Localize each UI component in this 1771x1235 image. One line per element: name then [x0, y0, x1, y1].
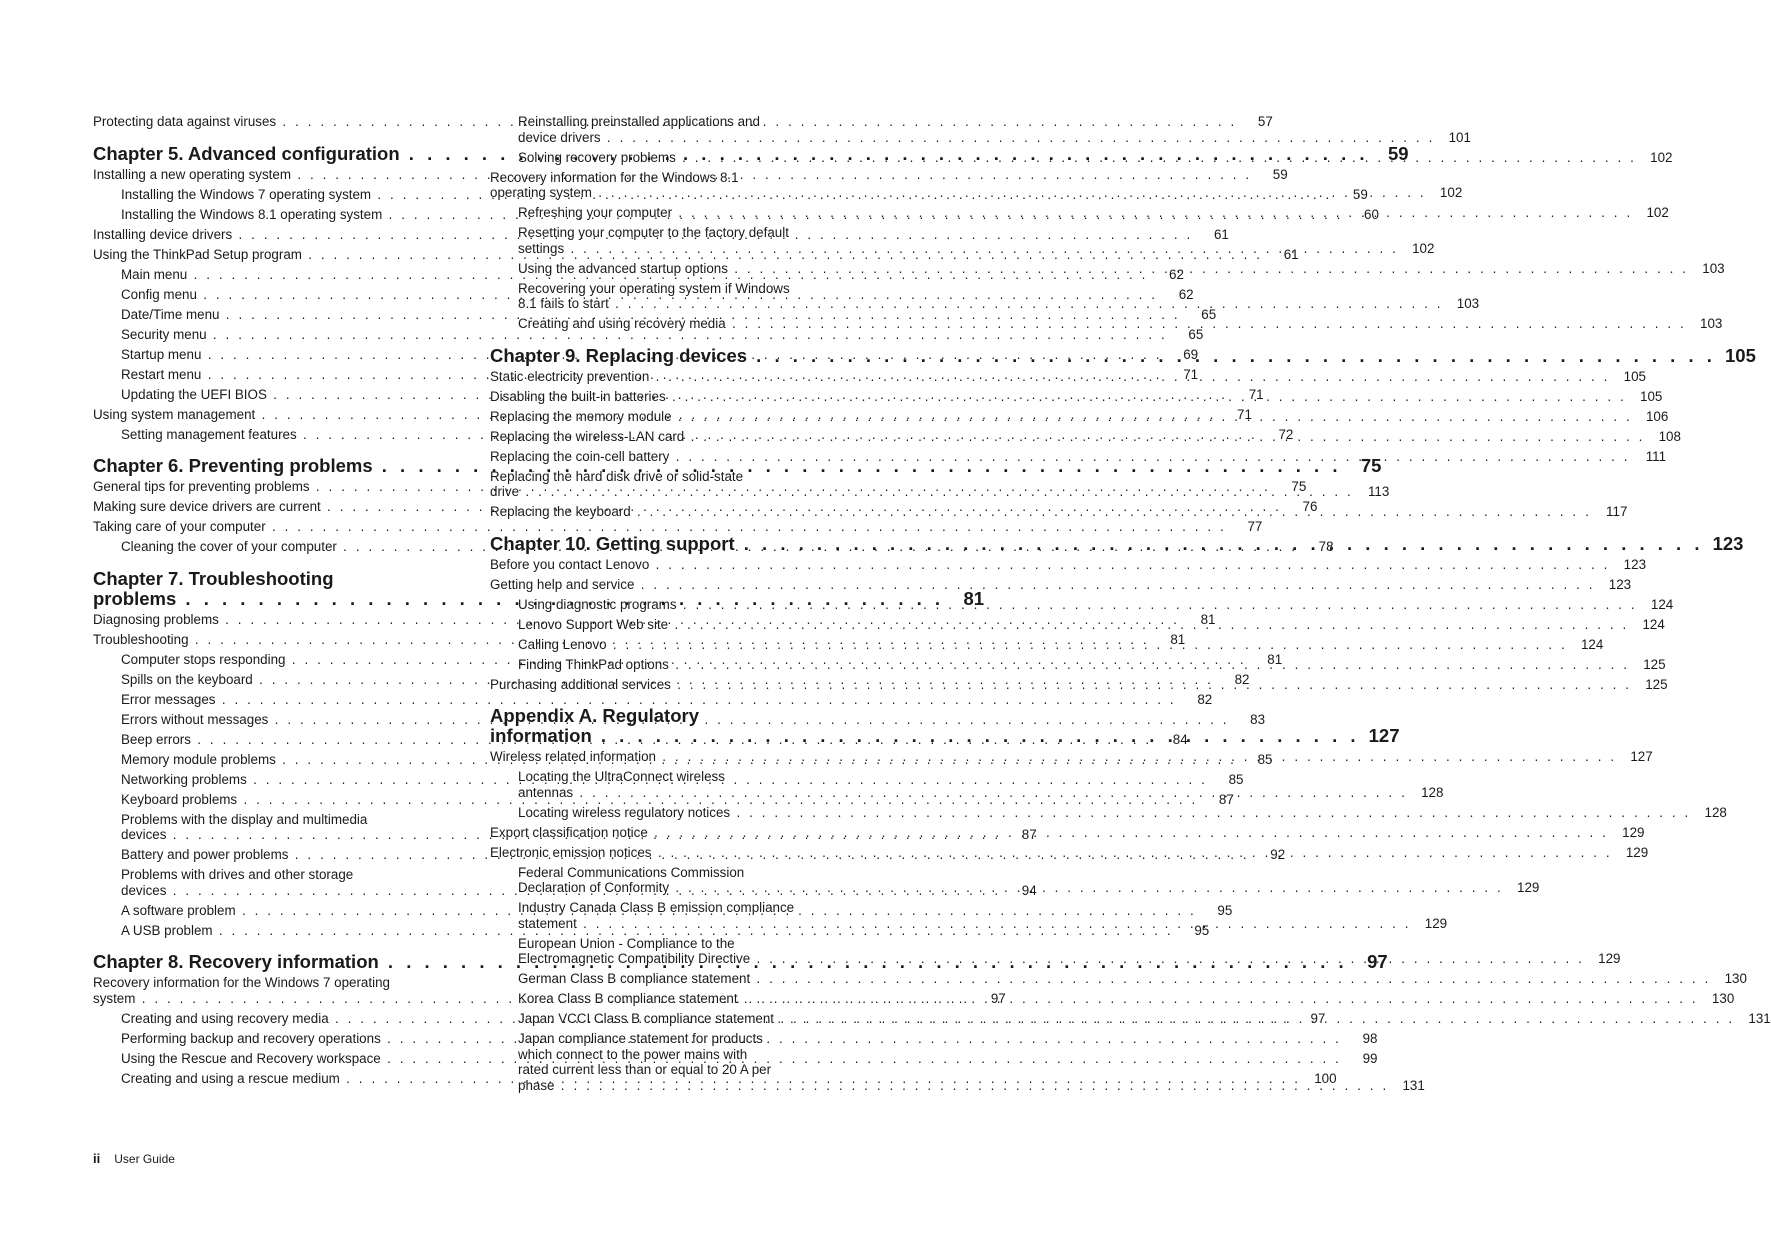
toc-entry-line: phase . . .: [518, 1078, 1389, 1094]
toc-page-number: 102: [1412, 240, 1435, 256]
toc-entry-line: settings . . .: [518, 241, 1398, 257]
toc-page-number: 106: [1645, 408, 1669, 424]
toc-entry-line: European Union - Compliance to the: [518, 935, 735, 951]
toc-entry-line: system . . .: [93, 991, 970, 1007]
chapter-title-line: Appendix A. Regulatory: [490, 705, 700, 726]
toc-entry-title: A software problem . . .: [121, 903, 1196, 919]
toc-page-number: 75: [1291, 479, 1307, 494]
chapter-title: Chapter 10. Getting support . . .: [490, 534, 1703, 554]
toc-entry-title: Making sure device drivers are current . . .: [93, 499, 1281, 515]
toc-entry-line: Problems with the display and multimedia: [121, 811, 368, 827]
toc-entry-title: Using the advanced startup options . . .: [518, 261, 1689, 277]
toc-page-number: 100: [1314, 1070, 1337, 1086]
chapter-page-number: 97: [1367, 951, 1388, 972]
toc-entry-line: Declaration of Conformity . . .: [518, 880, 1503, 896]
toc-entry-title: Creating and using recovery media . . .: [518, 316, 1686, 332]
toc-entry-title: Battery and power problems . . .: [121, 847, 1249, 863]
toc-entry-title: Restart menu . . .: [121, 367, 1162, 383]
toc-page-number: 59: [1352, 186, 1368, 202]
toc-entry-line: Problems with drives and other storage: [121, 867, 354, 882]
toc-entry-title: Replacing the wireless-LAN card . . .: [490, 429, 1645, 445]
toc-page-number: 95: [1217, 902, 1233, 918]
toc-page-number: 129: [1625, 844, 1649, 860]
toc-entry-title: Korea Class B compliance statement . . .: [518, 991, 1698, 1007]
toc-page-number: 111: [1645, 448, 1667, 464]
toc-page-number: 130: [1724, 971, 1747, 986]
toc-entry-title: Date/Time menu . . .: [121, 307, 1180, 323]
chapter-title-line: Chapter 7. Troubleshooting: [93, 567, 334, 589]
toc-entry-title: [518, 769, 1407, 800]
toc-page-number: 125: [1645, 676, 1668, 692]
toc-page-number: 128: [1421, 784, 1444, 800]
toc-entry-title: Replacing the keyboard . . .: [490, 504, 1591, 520]
toc-page-number: 61: [1213, 226, 1229, 242]
toc-page-number: 103: [1456, 296, 1480, 311]
toc-entry[interactable]: [93, 326, 1204, 343]
toc-page-number: 128: [1704, 804, 1727, 820]
toc-entry[interactable]: [93, 691, 1213, 708]
toc-page-number: 71: [1237, 406, 1252, 422]
toc-entry-line: Electromagnetic Compatibility Directive . . .: [518, 951, 1584, 967]
toc-entry-title: Security menu . . .: [121, 327, 1167, 343]
toc-entry-title: Using the Rescue and Recovery workspace . . .: [121, 1051, 1341, 1067]
toc-entry[interactable]: [490, 316, 1723, 332]
toc-entry-title: Memory module problems . . .: [121, 752, 1237, 768]
toc-entry-title: Getting help and service . . .: [490, 577, 1595, 593]
chapter-page-number: 75: [1360, 455, 1382, 476]
toc-page-number: 125: [1643, 656, 1666, 672]
chapter-title: Chapter 8. Recovery information . . .: [93, 952, 1348, 972]
toc-entry-title: [518, 114, 1435, 145]
toc-page-number: 92: [1270, 847, 1286, 862]
toc-entry-line: Resetting your computer to the factory default: [518, 225, 789, 240]
toc-entry-line: Recovering your operating system if Windows: [518, 280, 790, 296]
toc-entry-line: Recovery information for the Windows 7 operating: [93, 975, 390, 990]
toc-entry-title: [518, 900, 1411, 931]
toc-entry-title: Installing device drivers . . .: [93, 227, 1193, 243]
toc-page-number: 78: [1318, 539, 1334, 554]
toc-entry-title: Static electricity prevention . . .: [490, 369, 1610, 385]
toc-page-number: 57: [1257, 114, 1273, 129]
toc-entry-line: Industry Canada Class B emission compliance: [518, 900, 795, 915]
toc-page-number: 101: [1448, 129, 1471, 145]
toc-entry-title: Computer stops responding . . .: [121, 652, 1246, 668]
toc-entry-title: Error messages . . .: [121, 692, 1176, 708]
toc-entry-title: Creating and using a rescue medium . . .: [121, 1071, 1301, 1087]
toc-entry-line: antennas . . .: [518, 785, 1407, 801]
toc-page-number: 99: [1362, 1050, 1378, 1066]
toc-entry-title: Solving recovery problems . . .: [518, 150, 1636, 166]
toc-entry-title: Replacing the coin-cell battery . . .: [490, 449, 1630, 465]
toc-page-number: 102: [1650, 149, 1673, 165]
toc-entry[interactable]: [93, 186, 1368, 203]
toc-page-number: 123: [1623, 556, 1647, 572]
toc-entry-title: Wireless related information . . .: [490, 749, 1617, 765]
toc-page-number: 81: [1200, 611, 1216, 627]
chapter-page-number: 105: [1725, 344, 1756, 366]
toc-page-number: 82: [1197, 691, 1213, 707]
toc-page-number: 76: [1302, 499, 1318, 514]
chapter-title-line: problems . . .: [93, 589, 944, 609]
toc-entry-title: Replacing the memory module . . .: [490, 409, 1632, 425]
toc-page-number: 81: [1170, 631, 1186, 647]
toc-entry-line: Federal Communications Commission: [518, 864, 745, 880]
toc-entry-title: Lenovo Support Web site . . .: [518, 617, 1629, 633]
toc-page-number: 124: [1580, 636, 1604, 652]
chapter-title: Chapter 5. Advanced configuration . . .: [93, 144, 1369, 164]
toc-page-number: 61: [1283, 246, 1299, 262]
chapter-page-number: 59: [1387, 142, 1409, 164]
toc-page-number: 131: [1748, 1011, 1771, 1026]
toc-page-number: 129: [1517, 880, 1540, 895]
toc-entry-line: 8.1 fails to start . . .: [518, 296, 1443, 312]
toc-entry[interactable]: [490, 448, 1667, 465]
toc-entry-title: Refreshing your computer . . .: [518, 205, 1633, 221]
footer-title: User Guide: [114, 1152, 175, 1166]
toc-entry[interactable]: [93, 519, 1263, 535]
toc-entry-title: [490, 469, 1353, 500]
toc-entry-title: Performing backup and recovery operations . . .: [121, 1031, 1341, 1047]
chapter-title: [490, 706, 1360, 746]
toc-entry-title: Before you contact Lenovo . . .: [490, 557, 1610, 573]
toc-entry-title: Main menu . . .: [121, 267, 1148, 283]
toc-entry-title: [518, 225, 1398, 256]
toc-page-number: 71: [1183, 366, 1199, 382]
toc-entry-title: Installing the Windows 8.1 operating system . . .: [121, 207, 1343, 223]
toc-entry-line: Recovery information for the Windows 8.1: [490, 169, 739, 185]
footer-page-number: ii: [93, 1151, 101, 1166]
toc-entry-title: [518, 865, 1503, 896]
chapter-title: Chapter 9. Replacing devices . . .: [490, 346, 1716, 366]
toc-page-number: 82: [1234, 671, 1250, 687]
toc-entry-title: German Class B compliance statement . . .: [518, 971, 1711, 987]
toc-page-number: 130: [1711, 991, 1735, 1006]
page-footer: [93, 1151, 175, 1166]
toc-entry[interactable]: [490, 556, 1647, 573]
toc-page-number: 103: [1700, 316, 1723, 331]
toc-page-number: 113: [1367, 484, 1390, 499]
toc-entry[interactable]: [490, 971, 1747, 987]
toc-page-number: 65: [1201, 306, 1217, 322]
toc-entry-title: A USB problem . . .: [121, 923, 1173, 939]
toc-entry-title: Japan VCCI Class B compliance statement . . .: [518, 1011, 1735, 1027]
toc-entry-title: Errors without messages . . .: [121, 712, 1229, 728]
toc-entry-title: Diagnosing problems . . .: [93, 612, 1180, 628]
toc-entry-title: General tips for preventing problems . . .: [93, 479, 1270, 495]
toc-page-number: 102: [1439, 185, 1463, 200]
toc-entry[interactable]: [93, 306, 1217, 323]
toc-entry-line: Replacing the hard disk drive or solid-state: [490, 468, 744, 484]
toc-page-number: 62: [1169, 266, 1184, 282]
toc-entry-title: Electronic emission notices . . .: [490, 845, 1612, 861]
toc-page-number: 81: [1267, 651, 1283, 667]
toc-entry-line: rated current less than or equal to 20 A per: [518, 1062, 772, 1077]
toc-page-number: 124: [1642, 616, 1665, 632]
toc-page-number: 85: [1257, 751, 1273, 767]
toc-page-number: 131: [1402, 1077, 1425, 1093]
toc-page-number: 83: [1250, 711, 1266, 727]
toc-entry-title: Updating the UEFI BIOS . . .: [121, 387, 1228, 403]
toc-page-number: 98: [1362, 1030, 1378, 1046]
toc-entry-title: Purchasing additional services . . .: [490, 677, 1632, 693]
toc-entry-title: Setting management features . . .: [121, 427, 1257, 443]
toc-entry-title: Troubleshooting . . .: [93, 632, 1149, 648]
toc-entry-line: devices . . .: [121, 827, 1001, 843]
toc-entry-title: [490, 170, 1426, 201]
toc-page-number: 123: [1608, 576, 1632, 592]
toc-page-number: 129: [1598, 951, 1621, 966]
toc-entry-line: devices . . .: [121, 883, 1001, 899]
toc-entry-title: Taking care of your computer . . .: [93, 519, 1226, 535]
toc-page-number: 94: [1021, 882, 1037, 898]
toc-page-number: 65: [1188, 326, 1204, 342]
toc-entry-title: Export classification notice . . .: [490, 825, 1609, 841]
chapter-page-number: 123: [1712, 532, 1744, 554]
toc-entry-line: drive . . .: [490, 484, 1353, 500]
toc-entry-title: [518, 936, 1584, 967]
toc-entry-title: Installing a new operating system . . .: [93, 167, 1252, 183]
toc-page-number: 77: [1247, 519, 1263, 534]
toc-page-number: 105: [1623, 368, 1646, 384]
toc-entry-title: Locating wireless regulatory notices . . .: [518, 805, 1691, 821]
toc-page-number: 103: [1702, 260, 1725, 276]
toc-page-number: 117: [1606, 504, 1628, 519]
toc-page-number: 108: [1658, 428, 1681, 444]
toc-page-number: 129: [1424, 915, 1448, 931]
toc-page-number: 69: [1183, 346, 1199, 362]
toc-entry-line: operating system . . .: [490, 185, 1426, 201]
toc-page-number: 129: [1622, 824, 1645, 840]
toc-page-number: 60: [1364, 206, 1379, 222]
toc-page-number: 102: [1646, 205, 1669, 220]
toc-page-number: 59: [1272, 166, 1288, 182]
toc-entry-title: [518, 281, 1443, 312]
toc-page-number: 62: [1178, 286, 1194, 302]
toc-entry-title: Using system management . . .: [93, 407, 1216, 423]
toc-entry-line: which connect to the power mains with: [518, 1046, 748, 1062]
toc-entry[interactable]: [490, 576, 1632, 593]
toc-page-number: 105: [1640, 388, 1663, 404]
toc-entry-title: Spills on the keyboard . . .: [121, 672, 1213, 688]
toc-page-number: 127: [1630, 749, 1653, 764]
toc-entry-title: Cleaning the cover of your computer . . .: [121, 539, 1298, 555]
toc-entry-title: Protecting data against viruses . . .: [93, 114, 1237, 130]
toc-page-number: 85: [1228, 771, 1244, 787]
toc-entry-line: statement . . .: [518, 916, 1411, 932]
toc-entry[interactable]: [490, 804, 1727, 821]
toc-entry-line: Japan compliance statement for products: [518, 1031, 763, 1046]
toc-entry-title: Creating and using recovery media . . .: [121, 1011, 1289, 1027]
toc-entry-line: Locating the UltraConnect wireless: [518, 769, 725, 784]
toc-entry-title: Startup menu . . .: [121, 347, 1162, 363]
toc-page-number: 97: [1310, 1010, 1326, 1026]
toc-entry-line: device drivers . . .: [518, 130, 1435, 146]
toc-entry-line: Reinstalling preinstalled applications and: [518, 114, 760, 129]
toc-page-number: 87: [1021, 827, 1037, 842]
toc-page-number: 124: [1650, 596, 1674, 612]
toc-page-number: 71: [1248, 386, 1264, 402]
toc-entry-title: Beep errors . . .: [121, 732, 1152, 748]
toc-page-number: 97: [990, 990, 1006, 1006]
toc-page-number: 84: [1172, 731, 1188, 747]
chapter-title-line: information . . .: [490, 726, 1360, 746]
toc-entry-title: Using diagnostic programs . . .: [518, 597, 1637, 613]
toc-page-number: 87: [1218, 791, 1234, 807]
toc-entry-title: [518, 1031, 1389, 1093]
toc-entry-title: Installing the Windows 7 operating system . . .: [121, 187, 1332, 203]
chapter-title: Chapter 6. Preventing problems . . .: [93, 456, 1341, 476]
toc-entry-title: Calling Lenovo . . .: [518, 637, 1567, 653]
toc-page-number: 72: [1278, 426, 1294, 442]
toc-entry-title: Networking problems . . .: [121, 772, 1207, 788]
toc-entry-title: Keyboard problems . . .: [121, 792, 1198, 808]
toc-page-number: 95: [1194, 922, 1210, 938]
chapter-page-number: 127: [1368, 725, 1400, 746]
toc-entry-title: Disabling the built-in batteries . . .: [490, 389, 1626, 405]
chapter-page-number: 81: [963, 587, 985, 609]
toc-entry-title: Config menu . . .: [121, 287, 1158, 303]
toc-entry-title: Finding ThinkPad options . . .: [518, 657, 1630, 673]
toc-entry-title: Using the ThinkPad Setup program . . .: [93, 247, 1263, 263]
